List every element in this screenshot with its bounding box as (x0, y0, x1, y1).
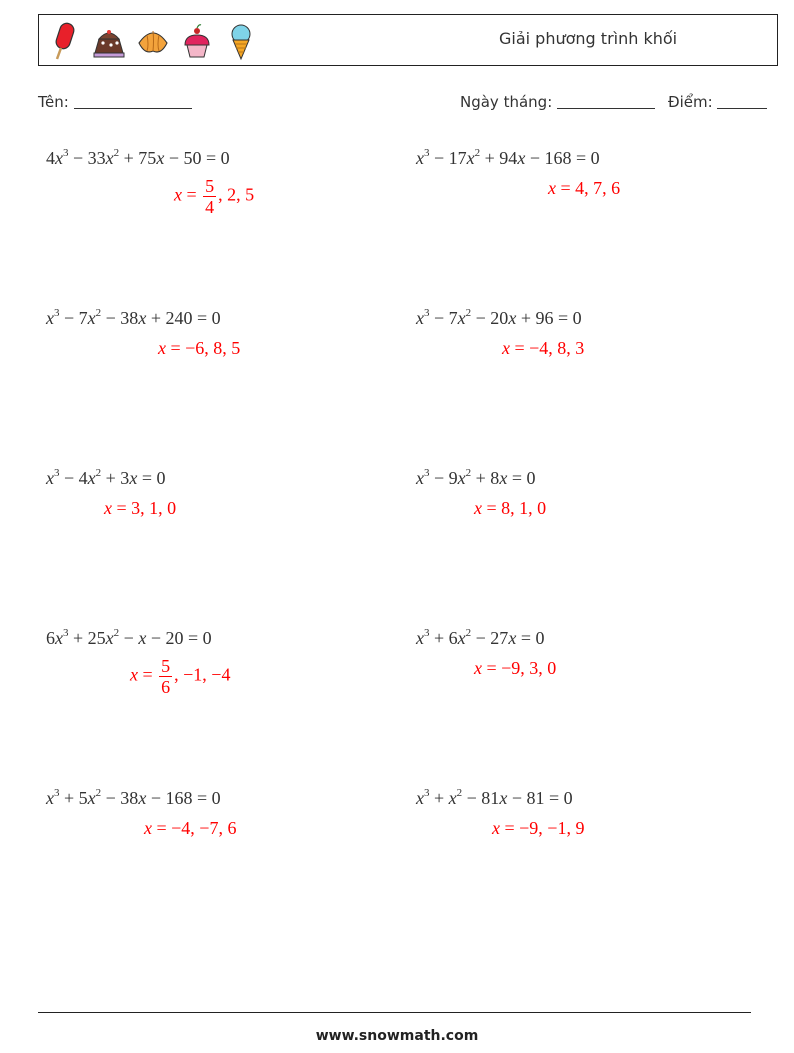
popsicle-icon (47, 21, 83, 61)
answer-values: , −1, −4 (174, 664, 231, 685)
fraction-denominator: 6 (161, 677, 171, 697)
answer-prefix: x = (144, 818, 172, 838)
problem-equation (46, 468, 165, 489)
answer-prefix: x = (174, 184, 202, 205)
answer-values: , 2, 5 (218, 184, 255, 205)
answer-prefix: x = (474, 498, 502, 518)
croissant-icon (135, 21, 171, 61)
problem-equation (416, 628, 544, 649)
problem-answer (548, 178, 620, 199)
date-label: Ngày tháng: (460, 93, 553, 111)
problem-equation (46, 308, 221, 329)
equation-text: $x^3 - 17x^2 + 94x - 168 = 0$ (416, 147, 600, 168)
fraction-denominator: 4 (205, 197, 215, 217)
equation-text: $6x^3 + 25x^2 - x - 20 = 0$ (46, 627, 212, 648)
answer-prefix: x = (104, 498, 132, 518)
footer-divider (38, 1012, 751, 1013)
name-field (38, 93, 192, 111)
equation-text: $x^3 - 7x^2 - 20x + 96 = 0$ (416, 307, 582, 328)
footer-site: www.snowmath.com (315, 1028, 479, 1044)
problem-answer (502, 338, 584, 359)
cake-icon (91, 21, 127, 61)
equation-text: $x^3 + x^2 - 81x - 81 = 0$ (416, 787, 573, 808)
fraction-numerator: 5 (161, 656, 171, 676)
answer-prefix: x = (492, 818, 520, 838)
score-field (668, 93, 767, 111)
answer-values: 8, 1, 0 (501, 498, 547, 518)
answer-values: −4, 8, 3 (529, 338, 585, 358)
answer-fraction (159, 656, 172, 697)
problem-answer (174, 176, 254, 217)
answer-prefix: x = (474, 658, 502, 678)
answer-fraction (203, 176, 216, 217)
date-blank[interactable] (557, 94, 655, 109)
answer-prefix: x = (130, 664, 158, 685)
header-box (38, 14, 778, 66)
problem-answer (130, 656, 230, 697)
name-label: Tên: (38, 93, 69, 111)
equation-text: $x^3 + 5x^2 - 38x - 168 = 0$ (46, 787, 221, 808)
cupcake-icon (179, 21, 215, 61)
score-blank[interactable] (717, 94, 767, 109)
answer-prefix: x = (502, 338, 530, 358)
answer-values: −6, 8, 5 (185, 338, 241, 358)
problem-equation (416, 148, 600, 169)
problem-equation (46, 148, 230, 169)
problem-answer (492, 818, 584, 839)
problem-answer (474, 498, 546, 519)
page-title: Giải phương trình khối (499, 29, 678, 48)
equation-text: $x^3 - 4x^2 + 3x = 0$ (46, 467, 166, 488)
equation-text: $4x^3 - 33x^2 + 75x - 50 = 0$ (46, 147, 230, 168)
problem-equation (46, 628, 212, 649)
problem-equation (416, 788, 573, 809)
answer-values: −4, −7, 6 (171, 818, 237, 838)
answer-values: 3, 1, 0 (131, 498, 177, 518)
problem-equation (46, 788, 221, 809)
equation-text: $x^3 - 9x^2 + 8x = 0$ (416, 467, 536, 488)
equation-text: $x^3 + 6x^2 - 27x = 0$ (416, 627, 545, 648)
answer-values: −9, −1, 9 (519, 818, 585, 838)
problem-equation (416, 468, 535, 489)
problem-answer (144, 818, 236, 839)
problem-equation (416, 308, 582, 329)
fraction-numerator: 5 (205, 176, 215, 196)
answer-values: −9, 3, 0 (501, 658, 557, 678)
ice-cream-cone-icon (223, 21, 259, 61)
answer-prefix: x = (548, 178, 576, 198)
problem-answer (474, 658, 556, 679)
date-field (460, 93, 655, 111)
answer-values: 4, 7, 6 (575, 178, 621, 198)
answer-prefix: x = (158, 338, 186, 358)
score-label: Điểm: (668, 93, 713, 111)
problem-answer (158, 338, 240, 359)
icon-strip (47, 21, 259, 61)
problem-answer (104, 498, 176, 519)
name-blank[interactable] (74, 94, 192, 109)
equation-text: $x^3 - 7x^2 - 38x + 240 = 0$ (46, 307, 221, 328)
